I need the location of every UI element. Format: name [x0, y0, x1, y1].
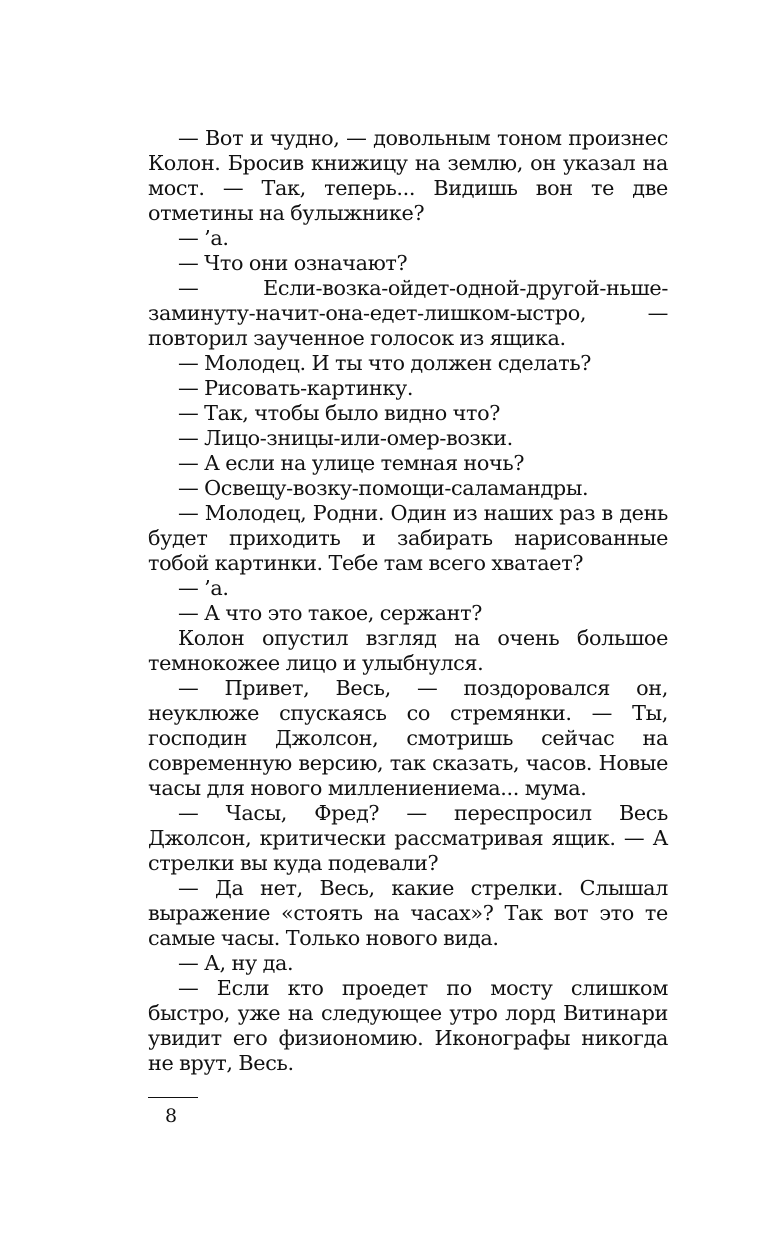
- paragraph: — Вот и чудно, — довольным тоном произнес Колон. Бросив книжицу на землю, он указал на мост. — Так, теперь... Видишь вон те две отметины на булыжнике?: [148, 126, 668, 225]
- paragraph: — Молодец, Родни. Один из наших раз в день будет приходить и забирать нарисованные тобой картинки. Тебе там всего хватает?: [148, 501, 668, 575]
- paragraph: — А если на улице темная ночь?: [178, 451, 525, 475]
- paragraph: — Привет, Весь, — поздоровался он, неуклюже спускаясь со стремянки. — Ты, господин Джолсон, смотришь сейчас на современную версию, так сказать, часов. Новые часы для нового миллениениема... мума.: [148, 676, 668, 800]
- paragraph: — Если-возка-ойдет-одной-другой-ньше-заминуту-начит-она-едет-лишком-ыстро, — повторил заученное голосок из ящика.: [148, 276, 668, 350]
- paragraph: — Так, чтобы было видно что?: [178, 401, 501, 425]
- paragraph: — Рисовать-картинку.: [178, 376, 414, 400]
- paragraph: — Если кто проедет по мосту слишком быстро, уже на следующее утро лорд Витинари увидит его физиономию. Иконографы никогда не врут, Весь.: [148, 976, 668, 1075]
- paragraph: Колон опустил взгляд на очень большое темнокожее лицо и улыбнулся.: [148, 626, 668, 675]
- paragraph: — Лицо-зницы-или-омер-возки.: [178, 426, 513, 450]
- paragraph: — А что это такое, сержант?: [178, 601, 483, 625]
- paragraph: — ’а.: [178, 226, 229, 250]
- page-number: 8: [165, 1105, 178, 1127]
- paragraph: — А, ну да.: [178, 951, 294, 975]
- footer-rule: [148, 1097, 198, 1098]
- paragraph: — Освещу-возку-помощи-саламандры.: [178, 476, 589, 500]
- paragraph: — Часы, Фред? — переспросил Весь Джолсон, критически рассматривая ящик. — А стрелки вы куда подевали?: [148, 801, 668, 875]
- body-text: [148, 126, 668, 1076]
- paragraph: — Что они означают?: [178, 251, 408, 275]
- paragraph: — ’а.: [178, 576, 229, 600]
- paragraph: — Молодец. И ты что должен сделать?: [178, 351, 592, 375]
- paragraph: — Да нет, Весь, какие стрелки. Слышал выражение «стоять на часах»? Так вот это те самые часы. Только нового вида.: [148, 876, 668, 950]
